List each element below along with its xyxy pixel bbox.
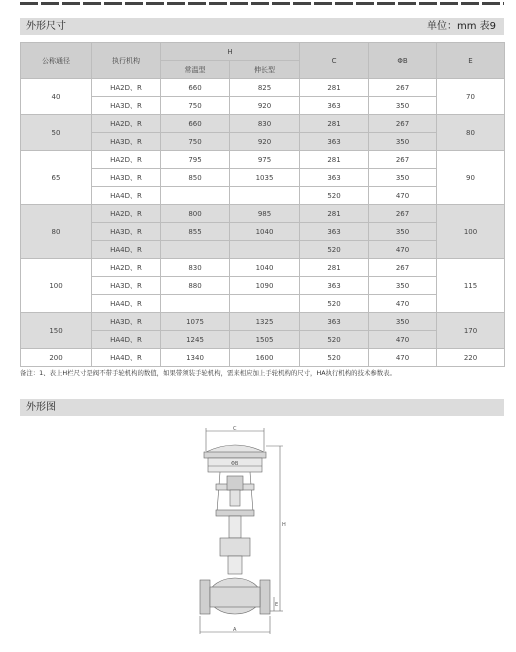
cell-actuator: HA4D、R [92, 349, 161, 367]
table-row [21, 349, 505, 367]
table-row [21, 277, 505, 295]
cell-c: 520 [300, 349, 369, 367]
cell-actuator: HA3D、R [92, 313, 161, 331]
cell-nominal-diameter: 40 [21, 79, 92, 115]
cell-c: 363 [300, 277, 369, 295]
cell-h-normal [161, 295, 230, 313]
valve-outline-drawing [190, 424, 290, 638]
cell-h-normal: 1245 [161, 331, 230, 349]
cell-c: 281 [300, 205, 369, 223]
header-c: C [300, 43, 369, 79]
cell-ob: 470 [369, 349, 437, 367]
cell-c: 520 [300, 331, 369, 349]
table-row [21, 331, 505, 349]
section-title: 外形尺寸 [26, 21, 66, 32]
table-row [21, 223, 505, 241]
cell-nominal-diameter: 150 [21, 313, 92, 349]
cell-h-extended: 825 [230, 79, 300, 97]
cell-h-extended [230, 241, 300, 259]
cell-h-extended: 1040 [230, 223, 300, 241]
header-h-normal: 常温型 [161, 61, 230, 79]
cell-actuator: HA2D、R [92, 151, 161, 169]
table-row [21, 151, 505, 169]
cell-e: 220 [437, 349, 505, 367]
dim-label-c: C [233, 426, 237, 432]
table-note: 备注：1、表上H栏尺寸是阀不带手轮机构的数值，如果带须装手轮机构，需来相应加上手轮机构的尺寸，HA执行机构的技术参数表。 [20, 369, 396, 377]
cell-h-normal: 660 [161, 79, 230, 97]
cell-h-extended: 1325 [230, 313, 300, 331]
cell-c: 281 [300, 79, 369, 97]
cell-actuator: HA2D、R [92, 259, 161, 277]
cell-h-extended: 1040 [230, 259, 300, 277]
cell-c: 281 [300, 259, 369, 277]
cell-h-normal: 850 [161, 169, 230, 187]
header-ob: ΦB [369, 43, 437, 79]
header-actuator: 执行机构 [92, 43, 161, 79]
cell-h-extended: 1505 [230, 331, 300, 349]
table-row [21, 79, 505, 97]
cell-nominal-diameter: 65 [21, 151, 92, 205]
cell-ob: 267 [369, 205, 437, 223]
cell-c: 520 [300, 187, 369, 205]
cell-ob: 350 [369, 223, 437, 241]
cell-ob: 267 [369, 259, 437, 277]
cell-c: 363 [300, 313, 369, 331]
cell-h-normal: 750 [161, 97, 230, 115]
cell-h-extended: 1090 [230, 277, 300, 295]
cell-h-normal: 750 [161, 133, 230, 151]
dim-label-ob: ΦB [231, 461, 239, 467]
cell-e: 170 [437, 313, 505, 349]
cell-h-normal [161, 187, 230, 205]
cell-ob: 350 [369, 133, 437, 151]
table-row [21, 115, 505, 133]
cell-actuator: HA2D、R [92, 115, 161, 133]
header-e: E [437, 43, 505, 79]
cell-e: 70 [437, 79, 505, 115]
cell-actuator: HA3D、R [92, 97, 161, 115]
cell-e: 80 [437, 115, 505, 151]
cell-h-normal: 855 [161, 223, 230, 241]
cell-actuator: HA2D、R [92, 79, 161, 97]
cell-c: 520 [300, 295, 369, 313]
cell-e: 90 [437, 151, 505, 205]
cell-actuator: HA3D、R [92, 223, 161, 241]
cell-ob: 470 [369, 241, 437, 259]
header-h: H [161, 43, 300, 61]
cell-nominal-diameter: 100 [21, 259, 92, 313]
table-row [21, 241, 505, 259]
table-row [21, 205, 505, 223]
cell-h-extended: 920 [230, 133, 300, 151]
cell-nominal-diameter: 200 [21, 349, 92, 367]
table-row [21, 133, 505, 151]
cell-actuator: HA3D、R [92, 133, 161, 151]
table-row [21, 259, 505, 277]
cell-nominal-diameter: 80 [21, 205, 92, 259]
cell-e: 115 [437, 259, 505, 313]
dimensions-table [20, 42, 505, 367]
dimensions-header-bar [20, 18, 504, 35]
cell-h-normal [161, 241, 230, 259]
cell-actuator: HA2D、R [92, 205, 161, 223]
table-row [21, 169, 505, 187]
dim-label-h: H [282, 522, 286, 528]
cell-actuator: HA4D、R [92, 187, 161, 205]
cell-h-normal: 880 [161, 277, 230, 295]
cell-h-extended [230, 295, 300, 313]
cell-e: 100 [437, 205, 505, 259]
table-row [21, 295, 505, 313]
cell-h-extended: 1035 [230, 169, 300, 187]
cell-ob: 470 [369, 187, 437, 205]
cell-h-extended [230, 187, 300, 205]
cell-ob: 470 [369, 295, 437, 313]
cell-c: 520 [300, 241, 369, 259]
cell-actuator: HA4D、R [92, 331, 161, 349]
cell-c: 363 [300, 97, 369, 115]
dim-label-a: A [233, 627, 237, 633]
cell-h-normal: 1075 [161, 313, 230, 331]
cell-actuator: HA3D、R [92, 277, 161, 295]
cell-ob: 350 [369, 169, 437, 187]
cell-nominal-diameter: 50 [21, 115, 92, 151]
header-h-extended: 伸长型 [230, 61, 300, 79]
cell-ob: 350 [369, 97, 437, 115]
cell-actuator: HA4D、R [92, 295, 161, 313]
unit-label: 单位：mm 表9 [426, 21, 496, 32]
cell-ob: 267 [369, 79, 437, 97]
cell-c: 363 [300, 133, 369, 151]
cell-h-normal: 1340 [161, 349, 230, 367]
cell-actuator: HA4D、R [92, 241, 161, 259]
cell-c: 281 [300, 151, 369, 169]
cell-h-extended: 985 [230, 205, 300, 223]
cell-actuator: HA3D、R [92, 169, 161, 187]
cell-c: 363 [300, 223, 369, 241]
cell-c: 281 [300, 115, 369, 133]
cell-h-normal: 800 [161, 205, 230, 223]
dim-label-e: E [275, 602, 279, 608]
cell-ob: 350 [369, 277, 437, 295]
cell-h-normal: 830 [161, 259, 230, 277]
header-nominal-diameter: 公称通径 [21, 43, 92, 79]
cell-h-extended: 975 [230, 151, 300, 169]
table-row [21, 97, 505, 115]
cell-ob: 470 [369, 331, 437, 349]
outline-title: 外形图 [26, 402, 56, 413]
top-rule [20, 2, 504, 5]
outline-header-bar [20, 399, 504, 416]
cell-ob: 350 [369, 313, 437, 331]
table-row [21, 313, 505, 331]
table-row [21, 187, 505, 205]
cell-h-normal: 660 [161, 115, 230, 133]
cell-h-extended: 920 [230, 97, 300, 115]
cell-ob: 267 [369, 115, 437, 133]
cell-h-normal: 795 [161, 151, 230, 169]
cell-h-extended: 1600 [230, 349, 300, 367]
cell-h-extended: 830 [230, 115, 300, 133]
cell-ob: 267 [369, 151, 437, 169]
cell-c: 363 [300, 169, 369, 187]
